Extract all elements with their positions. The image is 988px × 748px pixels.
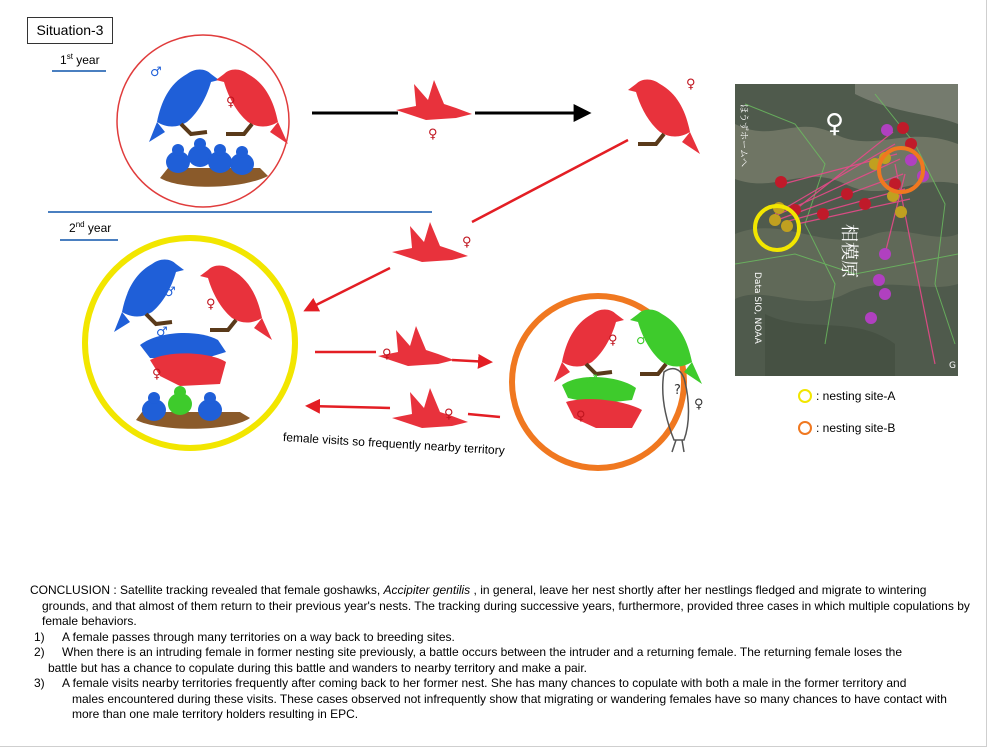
species-name: Accipiter gentilis (383, 583, 471, 597)
unknown-female-site-b (663, 369, 689, 452)
female-symbol: ♀ (694, 397, 704, 412)
female-symbol: ♀ (444, 407, 454, 422)
legend-site-b-label: : nesting site-B (816, 421, 896, 435)
map-female-symbol: ♀ (825, 109, 845, 139)
question-mark: ? (674, 383, 681, 398)
legend-orange-ring-icon (798, 421, 812, 435)
conclusion-item-3: 3) A female visits nearby territories frequently after coming back to her former nest. She has many chances to copulate with both a male in the former territory and males encountered during these visits. These cases observed not infrequently show that migrating or wandering females have so many chances to have contact with more than one male territory holders resulting in EPC. (34, 676, 947, 721)
visit-caption: female visits so frequently nearby territory (282, 430, 506, 458)
year-1-label: 1st year (60, 52, 100, 67)
conclusion-item-2: 2) When there is an intruding female in former nesting site previously, a battle occurs between the intruder and a returning female. The returning female loses the battle but has a chance to copulate during this battle and wanders to nearby territory and make a pair. (34, 645, 903, 675)
flying-female-4 (392, 388, 468, 428)
female-symbol: ♀ (428, 127, 438, 142)
female-symbol: ♀ (686, 77, 696, 92)
arrow-return-2 (306, 268, 390, 310)
female-symbol: ♀ (382, 347, 392, 362)
female-symbol: ♀ (576, 409, 586, 424)
year-2-label: 2nd year (69, 220, 112, 235)
arrow-visit-back-1 (308, 406, 390, 408)
map-credit: Data SIO, NOAA (752, 272, 762, 344)
flying-female-2 (392, 222, 468, 262)
male-symbol: ♂ (164, 285, 176, 300)
male-symbol: ♂ (150, 65, 162, 80)
male-symbol: ♂ (636, 333, 648, 348)
female-symbol: ♀ (152, 367, 162, 382)
male-symbol: ♂ (586, 373, 598, 388)
legend-yellow-ring-icon (798, 389, 812, 403)
male-bird-year1 (149, 70, 219, 143)
conclusion-item-1: 1) A female passes through many territories on a way back to breeding sites. (34, 629, 455, 644)
satellite-tracking-map (735, 84, 958, 376)
legend-site-a (798, 389, 895, 403)
map-left-text: ほうずホームへ (738, 104, 748, 168)
copulating-pair-site-b (562, 377, 642, 428)
female-symbol: ♀ (462, 235, 472, 250)
flying-female-1 (396, 80, 472, 120)
female-symbol: ♀ (226, 95, 236, 110)
situation-title: Situation-3 (27, 17, 113, 44)
conclusion-intro: CONCLUSION : Satellite tracking revealed that female goshawks, Accipiter gentilis , in general, leave her nest shortly after her nestlings fledged and migrate to wintering grounds, and that almost of them return to their previous year's nests. The tracking during successive years, furthermore, provided three cases in which multiple copulations by female behaviors. (30, 583, 970, 628)
male-symbol: ♂ (156, 325, 168, 340)
conclusion-text (30, 583, 970, 723)
arrow-return-1 (472, 140, 628, 222)
map-city-label: 相模原 (838, 224, 859, 278)
legend-site-b (798, 421, 895, 435)
female-symbol: ♀ (206, 297, 216, 312)
map-small-text: G (949, 361, 956, 371)
female-symbol: ♀ (608, 333, 618, 348)
legend-site-a-label: : nesting site-A (816, 389, 896, 403)
arrow-visit-out-2 (452, 360, 490, 362)
arrow-visit-back-2 (468, 414, 500, 417)
